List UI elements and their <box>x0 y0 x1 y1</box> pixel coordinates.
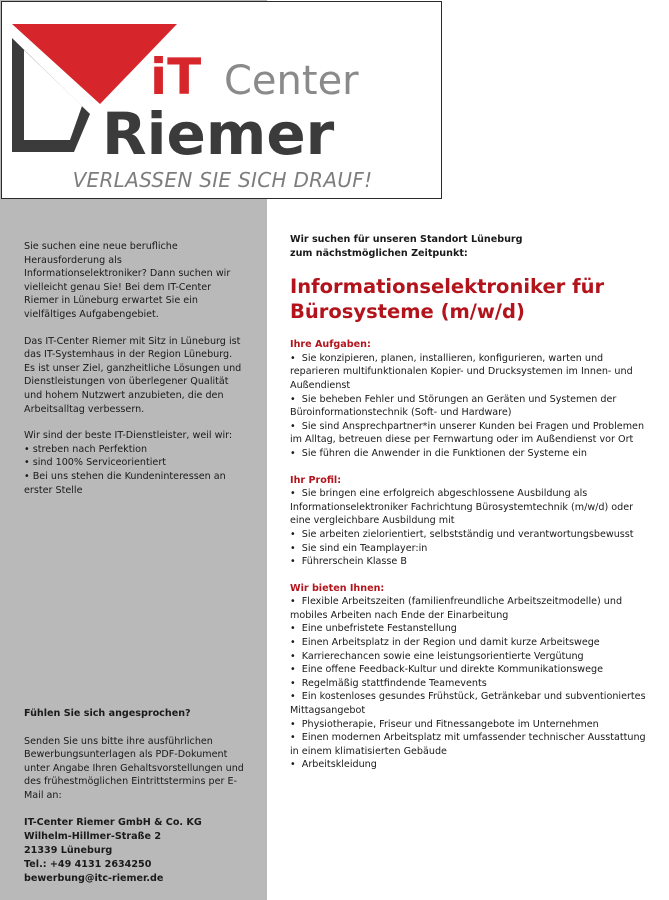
list-item: • Ein kostenloses gesundes Frühstück, Getränkebar und subventioniertes Mittagsangebot <box>290 690 650 717</box>
list-item: • Sie sind ein Teamplayer:in <box>290 542 650 556</box>
list-item: • Eine unbefristete Festanstellung <box>290 622 650 636</box>
sidebar-best-intro: Wir sind der beste IT-Dienstleister, weil wir: <box>24 430 233 442</box>
intro-line-1: Wir suchen für unseren Standort Lüneburg <box>290 234 523 245</box>
intro-line-2: zum nächstmöglichen Zeitpunkt: <box>290 247 468 259</box>
company-logo <box>1 1 442 199</box>
list-item: • Sie bringen eine erfolgreich abgeschlossene Ausbildung als Informationselektroniker Fachrichtung Bürosystemtechnik (m/w/d) oder eine vergleichbare Ausbildung mit <box>290 487 650 528</box>
list-item: • Sie beheben Fehler und Störungen an Geräten und Systemen der Büroinformationstechnik (Soft- und Hardware) <box>290 393 650 420</box>
contact-company: IT-Center Riemer GmbH & Co. KG <box>24 816 202 828</box>
sidebar-best-list <box>24 443 244 497</box>
sidebar-contact-block <box>24 707 244 887</box>
list-item: • Einen modernen Arbeitsplatz mit umfassender technischer Ausstattung in einem klimatisierten Gebäude <box>290 731 650 758</box>
list-item: • Einen Arbeitsplatz in der Region und damit kurze Arbeitswege <box>290 636 650 650</box>
contact-city: 21339 Lüneburg <box>24 844 113 856</box>
sidebar-intro: Sie suchen eine neue berufliche Herausforderung als Informationselektroniker? Dann suchen wir vielleicht genau Sie! Bei dem IT-Center Riemer in Lüneburg erwartet Sie ein vielfältiges Aufgabengebiet. <box>24 241 231 320</box>
main-content <box>290 233 650 785</box>
apply-instructions: Senden Sie uns bitte ihre ausführlichen Bewerbungsunterlagen als PDF-Dokument unter Angabe Ihren Gehaltsvorstellungen und des frühestmöglichen Eintrittstermins per E-Mail an: <box>24 735 244 801</box>
sidebar-intro-block <box>24 240 244 497</box>
list-item: • Flexible Arbeitszeiten (familienfreundliche Arbeitszeitmodelle) und mobiles Arbeiten nach Ende der Einarbeitung <box>290 595 650 622</box>
list-item: • Regelmäßig stattfindende Teamevents <box>290 677 650 691</box>
list-item: • Bei uns stehen die Kundeninteressen an erster Stelle <box>24 470 244 497</box>
logo-it-text: iT <box>150 48 202 106</box>
contact-email[interactable]: bewerbung@itc-riemer.de <box>24 873 164 885</box>
apply-question: Fühlen Sie sich angesprochen? <box>24 708 191 719</box>
list-item: • Sie führen die Anwender in die Funktionen der Systeme ein <box>290 447 650 461</box>
offer-heading: Wir bieten Ihnen: <box>290 582 385 594</box>
logo-tagline: VERLASSEN SIE SICH DRAUF! <box>72 168 373 192</box>
job-title <box>290 274 650 324</box>
list-item: • Physiotherapie, Friseur und Fitnessangebote im Unternehmen <box>290 718 650 732</box>
job-title-line-2: Bürosysteme (m/w/d) <box>290 300 525 324</box>
list-item: • Sie sind Ansprechpartner*in unserer Kunden bei Fragen und Problemen im Alltag, betreuen diese per Fernwartung oder im Außendienst vor Ort <box>290 420 650 447</box>
list-item: • Sie konzipieren, planen, installieren, konfigurieren, warten und reparieren multifunktionalen Kopier- und Drucksystemen im Innen- und Außendienst <box>290 352 650 393</box>
list-item: • Eine offene Feedback-Kultur und direkte Kommunikationswege <box>290 663 650 677</box>
sidebar-about: Das IT-Center Riemer mit Sitz in Lüneburg ist das IT-Systemhaus in der Region Lüneburg. Es ist unser Ziel, ganzheitliche Lösungen und Dienstleistungen von überlegener Qualität und hohem Nutzwert anzubieten, die den Arbeitsalltag verbessern. <box>24 335 242 415</box>
logo-riemer-text: Riemer <box>102 100 335 168</box>
list-item: • Karrierechancen sowie eine leistungsorientierte Vergütung <box>290 650 650 664</box>
profile-list <box>290 487 650 569</box>
contact-phone[interactable]: Tel.: +49 4131 2634250 <box>24 859 152 871</box>
list-item: • sind 100% Serviceorientiert <box>24 456 244 470</box>
offer-list <box>290 595 650 772</box>
job-title-line-1: Informationselektroniker für <box>290 275 605 299</box>
list-item: • Sie arbeiten zielorientiert, selbstständig und verantwortungsbewusst <box>290 528 650 542</box>
logo-center-text: Center <box>224 58 359 104</box>
contact-street: Wilhelm-Hillmer-Straße 2 <box>24 830 161 842</box>
tasks-list <box>290 352 650 461</box>
list-item: • Arbeitskleidung <box>290 758 650 772</box>
profile-heading: Ihr Profil: <box>290 474 342 486</box>
contact-info <box>24 816 244 887</box>
tasks-heading: Ihre Aufgaben: <box>290 339 371 351</box>
list-item: • streben nach Perfektion <box>24 443 244 457</box>
list-item: • Führerschein Klasse B <box>290 555 650 569</box>
